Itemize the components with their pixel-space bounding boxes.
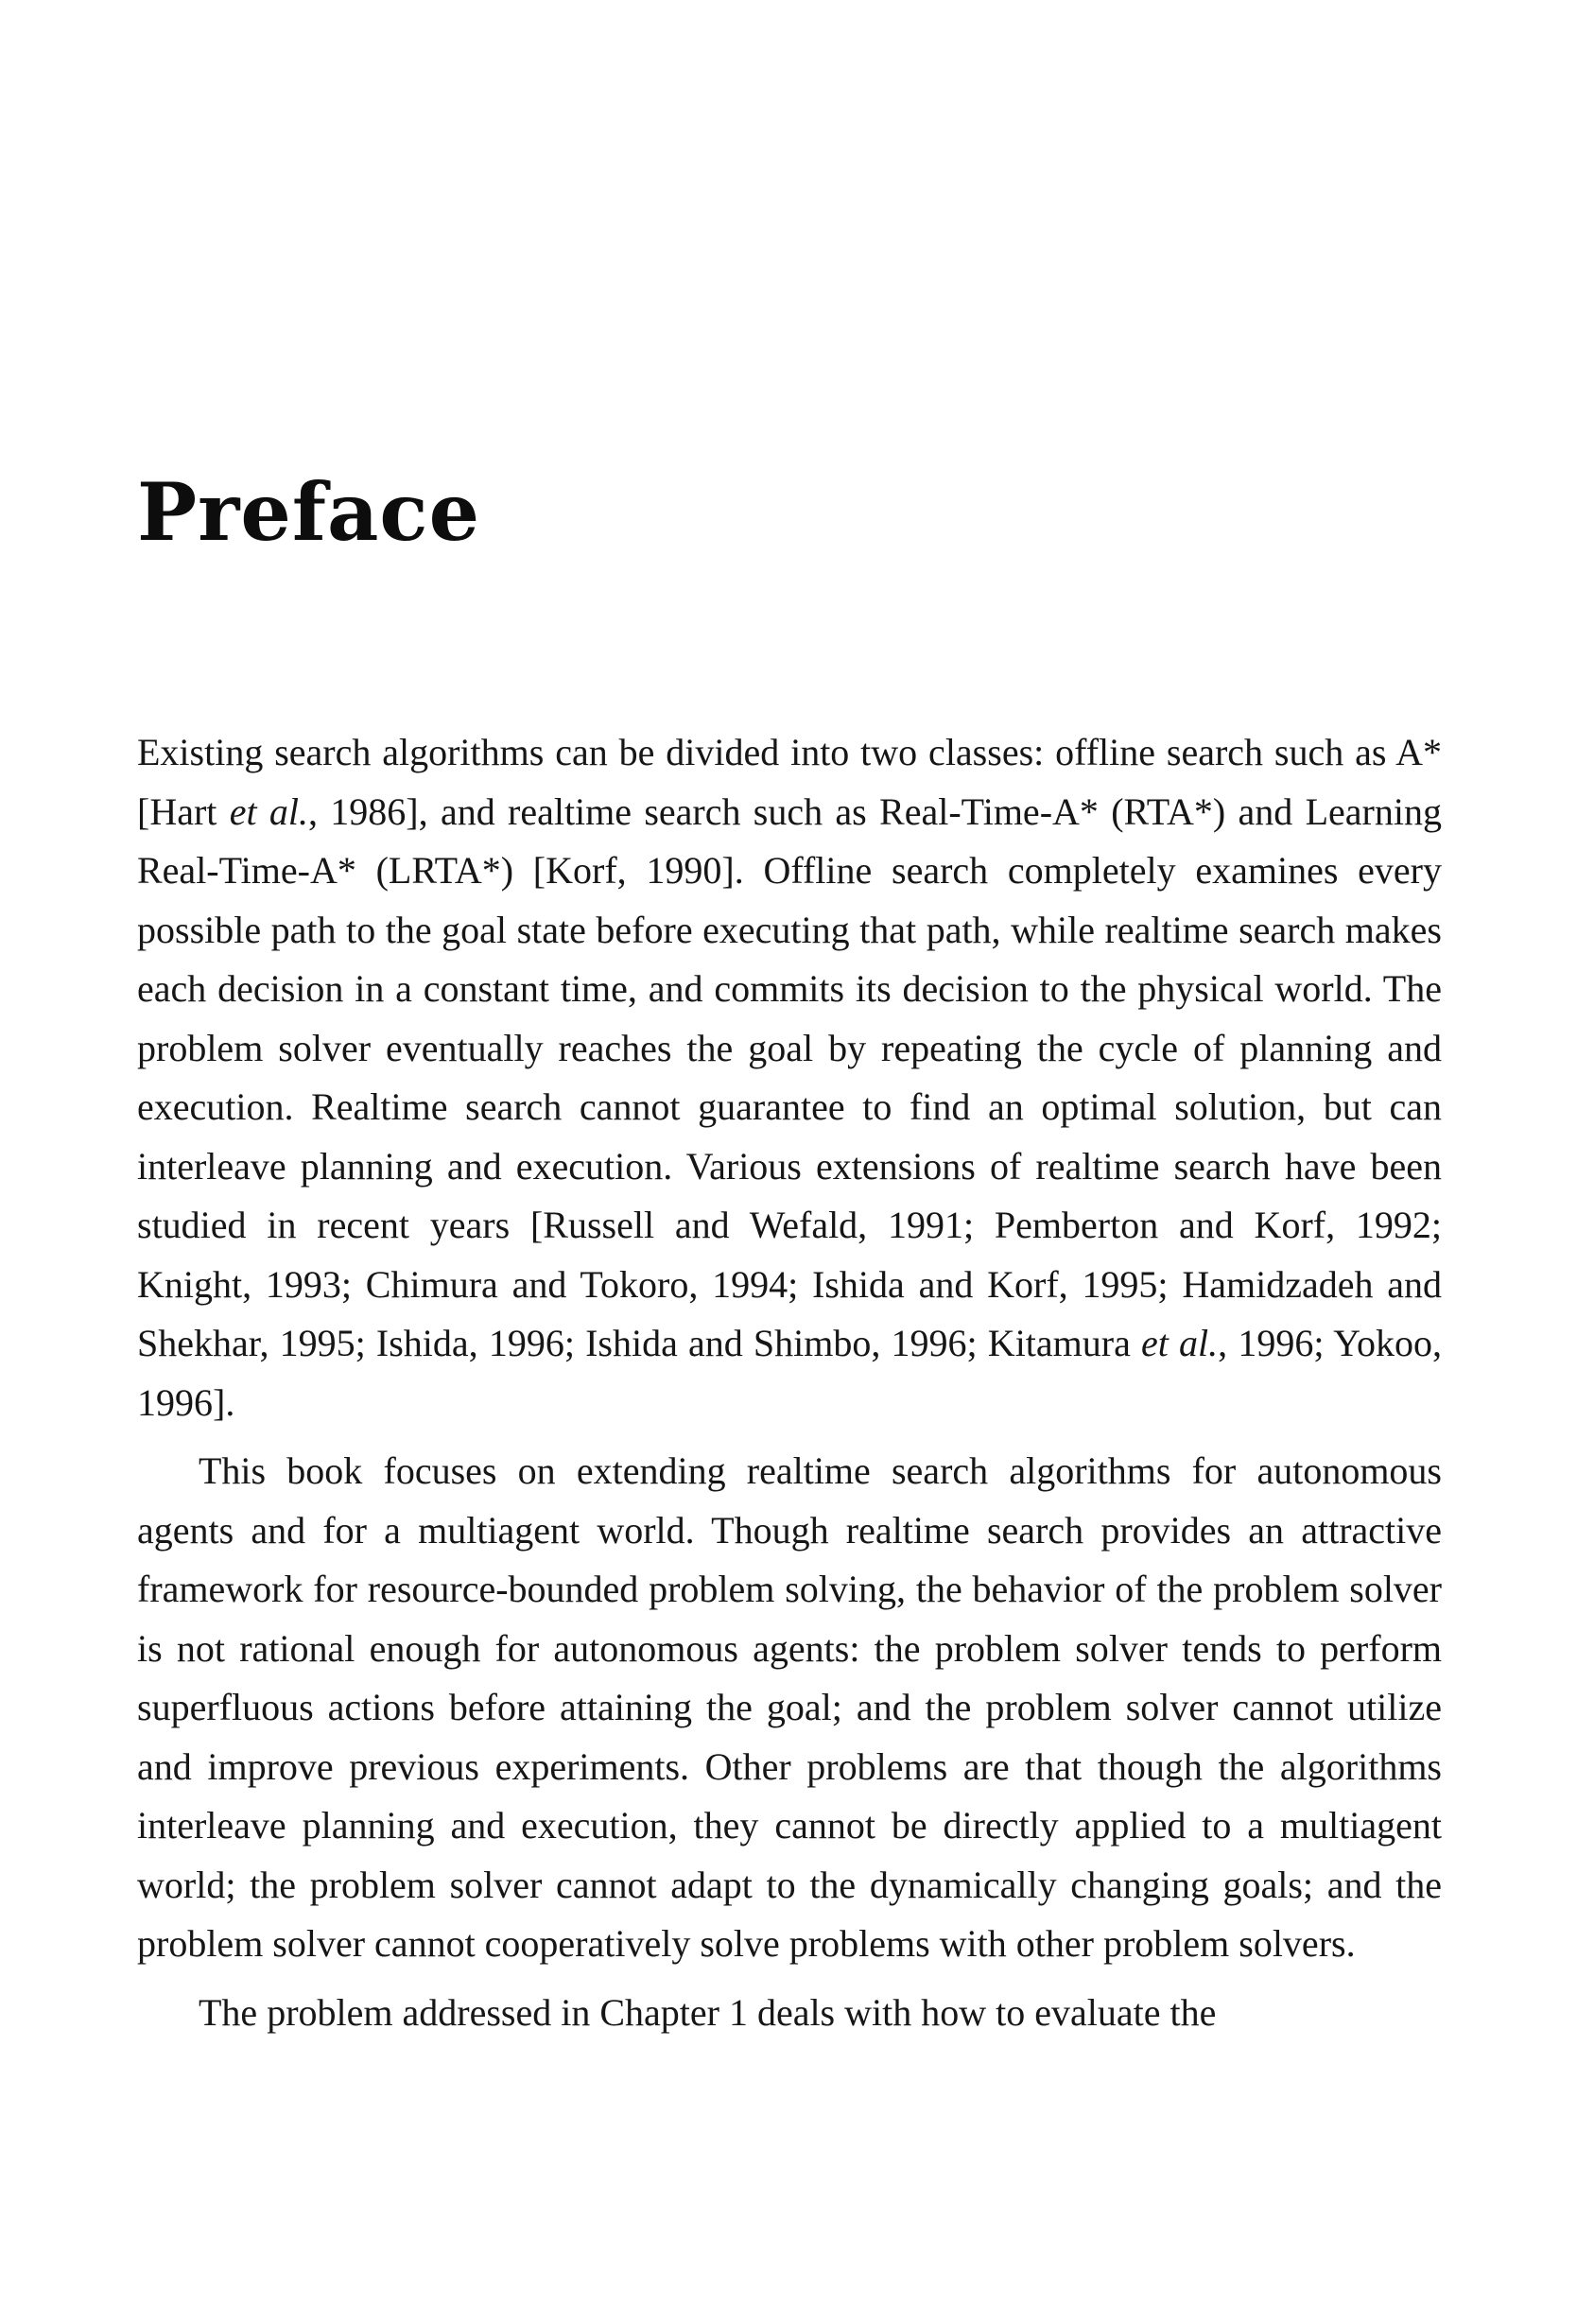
paragraph-1-text-a: Existing search algorithms can be divided into two classes: offline search such as A* [Hart [137, 731, 1442, 833]
citation-et-al-2: et al. [1141, 1322, 1219, 1364]
paragraph-1-text-c: , 1996; Yokoo, 1996]. [137, 1322, 1442, 1424]
paragraph-2: This book focuses on extending realtime search algorithms for autonomous agents and for a multiagent world. Though realtime search provides an attractive framework for resource-bounded problem solving, the behavior of the problem solver is not rational enough for autonomous agents: the problem solver tends to perform superfluous actions before attaining the goal; and the problem solver cannot utilize and improve previous experiments. Other problems are that though the algorithms interleave planning and execution, they cannot be directly applied to a multiagent world; the problem solver cannot adapt to the dynamically changing goals; and the problem solver cannot cooperatively solve problems with other problem solvers. [137, 1449, 1442, 1965]
citation-et-al-1: et al. [229, 789, 308, 833]
paragraph-3: The problem addressed in Chapter 1 deals with how to evaluate the [199, 1990, 1217, 2034]
paragraph-1 [137, 723, 1442, 1432]
chapter-title: Preface [137, 465, 481, 559]
preface-body [137, 723, 1442, 2052]
paragraph-1-text-b: , 1986], and realtime search such as Real-Time-A* (RTA*) and Learning Real-Time-A* (LRTA*) [Korf, 1990]. Offline search completely examines every possible path to the goal state before executing that path, while realtime search makes each decision in a constant time, and commits its decision to the physical world. The problem solver eventually reaches the goal by repeating the cycle of planning and execution. Realtime search cannot guarantee to find an optimal solution, but can interleave planning and execution. Various extensions of realtime search have been studied in recent years [Russell and Wefald, 1991; Pemberton and Korf, 1992; Knight, 1993; Chimura and Tokoro, 1994; Ishida and Korf, 1995; Hamidzadeh and Shekhar, 1995; Ishida, 1996; Ishida and Shimbo, 1996; Kitamura [137, 789, 1442, 1364]
